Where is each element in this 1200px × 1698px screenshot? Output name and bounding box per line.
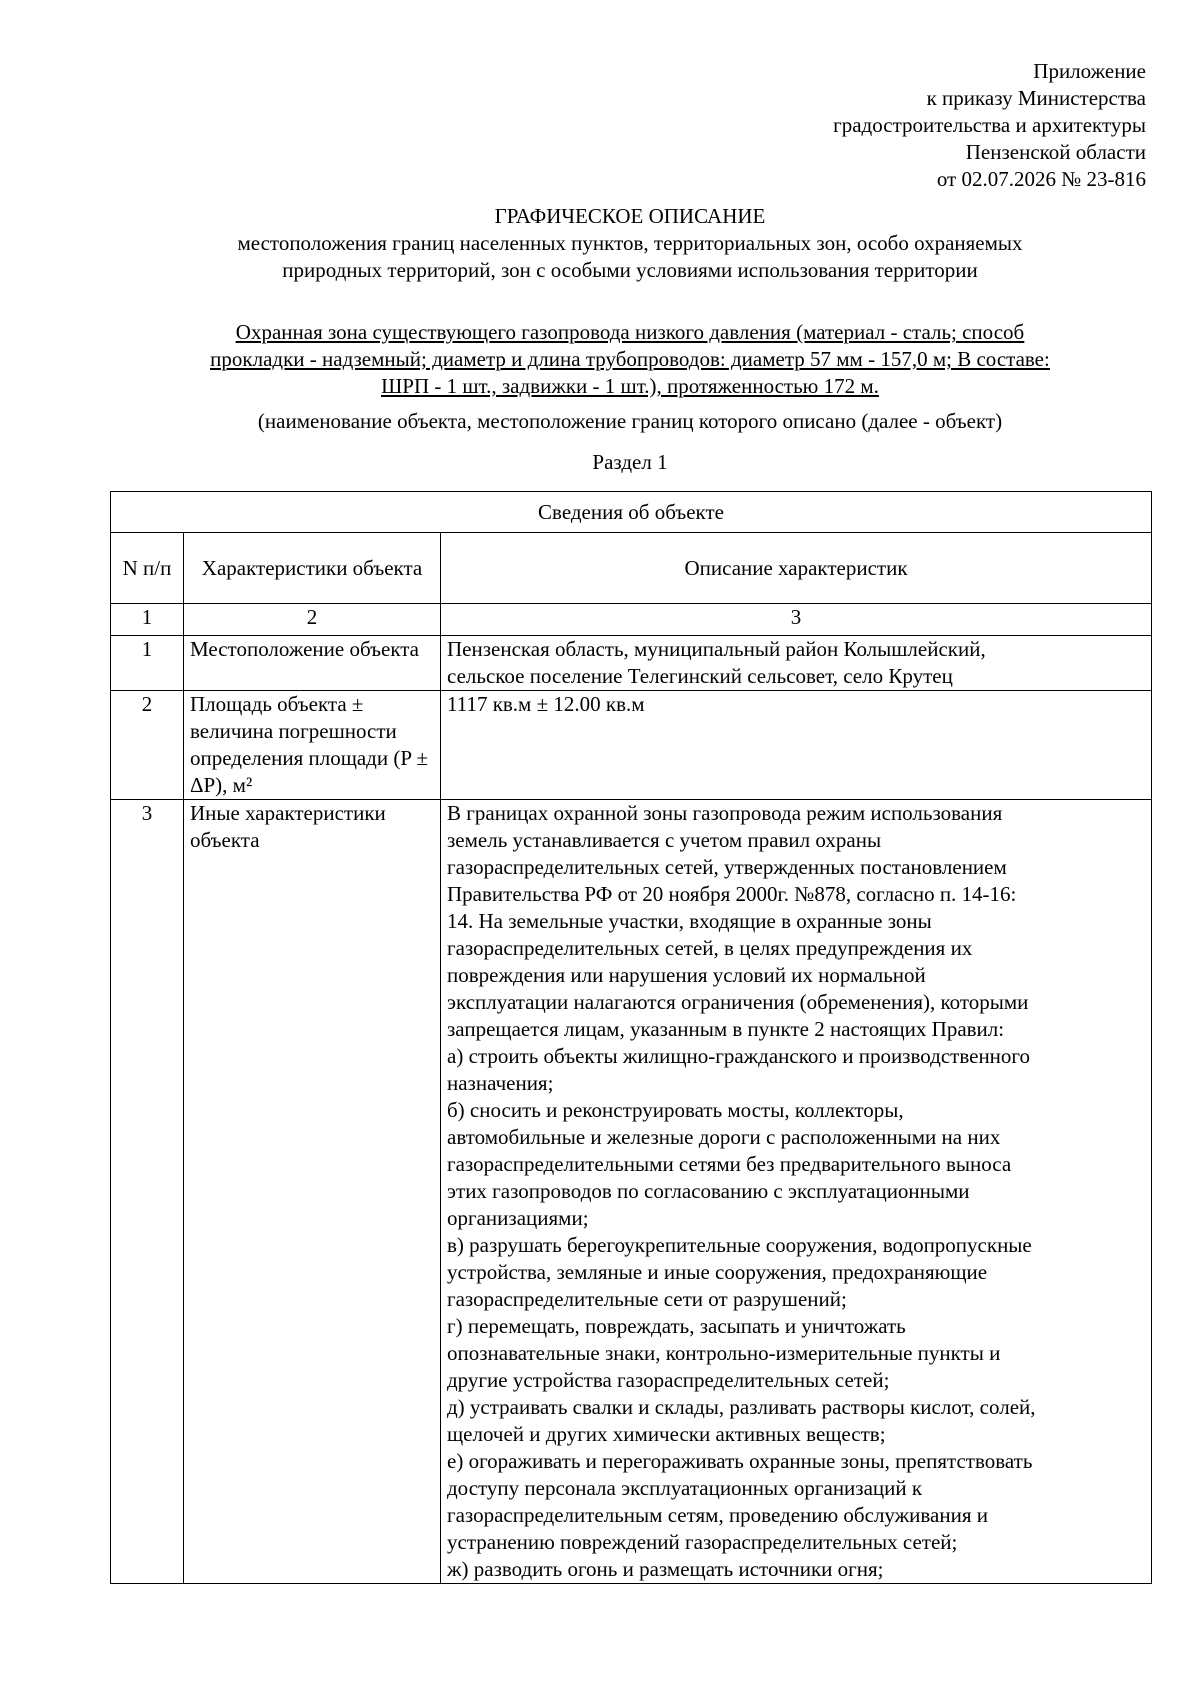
description-line: 1117 кв.м ± 12.00 кв.м [447, 692, 645, 716]
description-line: е) огораживать и перегораживать охранные зоны, препятствовать [447, 1449, 1033, 1473]
description-line: этих газопроводов по согласованию с эксплуатационными [447, 1179, 970, 1203]
description-line: Правительства РФ от 20 ноября 2000г. №878, согласно п. 14-16: [447, 882, 1017, 906]
description-line: 14. На земельные участки, входящие в охранные зоны [447, 909, 932, 933]
description-line: устранению повреждений газораспределительных сетей; [447, 1530, 958, 1554]
row-num: 1 [111, 636, 184, 691]
description-line: Пензенская область, муниципальный район Колышлейский, [447, 637, 986, 661]
description-line: В границах охранной зоны газопровода режим использования [447, 801, 1003, 825]
appendix-line: Приложение [1033, 59, 1146, 83]
description-line: газораспределительных сетей, утвержденных постановлением [447, 855, 1007, 879]
section-title: Раздел 1 [592, 450, 668, 474]
row-characteristic: Площадь объекта ± величина погрешности определения площади (P ± ΔP), м² [184, 691, 441, 800]
description-line: газораспределительным сетям, проведению обслуживания и [447, 1503, 988, 1527]
description-line: земель устанавливается с учетом правил охраны [447, 828, 882, 852]
description-line: ж) разводить огонь и размещать источники огня; [447, 1557, 884, 1581]
object-name-line: прокладки - надземный; диаметр и длина трубопроводов: диаметр 57 мм - 157,0 м; В составе: [210, 347, 1050, 371]
description-line: газораспределительными сетями без предварительного выноса [447, 1152, 1012, 1176]
description-line: запрещается лицам, указанным в пункте 2 настоящих Правил: [447, 1017, 1005, 1041]
description-line: другие устройства газораспределительных сетей; [447, 1368, 890, 1392]
description-line: газораспределительных сетей, в целях предупреждения их [447, 936, 973, 960]
description-line: газораспределительные сети от разрушений; [447, 1287, 847, 1311]
description-line: назначения; [447, 1071, 554, 1095]
column-number: 2 [184, 604, 441, 636]
table-caption: Сведения об объекте [111, 492, 1152, 533]
row-num: 3 [111, 800, 184, 1584]
row-description [441, 691, 1152, 800]
object-info-table [110, 491, 1152, 1584]
object-note: (наименование объекта, местоположение границ которого описано (далее - объект) [257, 409, 1003, 433]
description-line: сельское поселение Телегинский сельсовет, село Крутец [447, 664, 953, 688]
description-line: опознавательные знаки, контрольно-измерительные пункты и [447, 1341, 1001, 1365]
row-num: 2 [111, 691, 184, 800]
description-line: устройства, земляные и иные сооружения, предохраняющие [447, 1260, 988, 1284]
description-line: в) разрушать берегоукрепительные сооружения, водопропускные [447, 1233, 1032, 1257]
description-line: повреждения или нарушения условий их нормальной [447, 963, 926, 987]
table-row [111, 800, 1152, 1584]
object-name-line: ШРП - 1 шт., задвижки - 1 шт.), протяженностью 172 м. [381, 374, 879, 398]
row-characteristic: Иные характеристики объекта [184, 800, 441, 1584]
description-line: организациями; [447, 1206, 589, 1230]
document-subtitle [140, 230, 1120, 284]
column-number-row [111, 604, 1152, 636]
header-description: Описание характеристик [441, 533, 1152, 604]
appendix-line: от 02.07.2026 № 23-816 [936, 167, 1146, 191]
description-line: г) перемещать, повреждать, засыпать и уничтожать [447, 1314, 906, 1338]
row-description [441, 800, 1152, 1584]
row-description [441, 636, 1152, 691]
column-number: 3 [441, 604, 1152, 636]
description-line: эксплуатации налагаются ограничения (обременения), которыми [447, 990, 1029, 1014]
column-number: 1 [111, 604, 184, 636]
description-line: д) устраивать свалки и склады, разливать растворы кислот, солей, [447, 1395, 1036, 1419]
object-name [100, 319, 1160, 400]
subtitle-line: природных территорий, зон с особыми условиями использования территории [282, 258, 978, 282]
table-row [111, 636, 1152, 691]
description-line: автомобильные и железные дороги с расположенными на них [447, 1125, 1001, 1149]
description-line: а) строить объекты жилищно-гражданского и производственного [447, 1044, 1031, 1068]
header-characteristic: Характеристики объекта [184, 533, 441, 604]
row-characteristic: Местоположение объекта [184, 636, 441, 691]
table-header-row [111, 533, 1152, 604]
appendix-header [546, 58, 1146, 193]
appendix-line: градостроительства и архитектуры [833, 113, 1146, 137]
description-line: доступу персонала эксплуатационных организаций к [447, 1476, 923, 1500]
table-caption-row [111, 492, 1152, 533]
appendix-line: к приказу Министерства [926, 86, 1146, 110]
appendix-line: Пензенской области [965, 140, 1146, 164]
subtitle-line: местоположения границ населенных пунктов, территориальных зон, особо охраняемых [237, 231, 1023, 255]
document-title: ГРАФИЧЕСКОЕ ОПИСАНИЕ [494, 204, 766, 228]
table-row [111, 691, 1152, 800]
description-line: щелочей и других химически активных веществ; [447, 1422, 886, 1446]
object-name-line: Охранная зона существующего газопровода низкого давления (материал - сталь; способ [235, 320, 1025, 344]
description-line: б) сносить и реконструировать мосты, коллекторы, [447, 1098, 904, 1122]
header-num: N п/п [111, 533, 184, 604]
